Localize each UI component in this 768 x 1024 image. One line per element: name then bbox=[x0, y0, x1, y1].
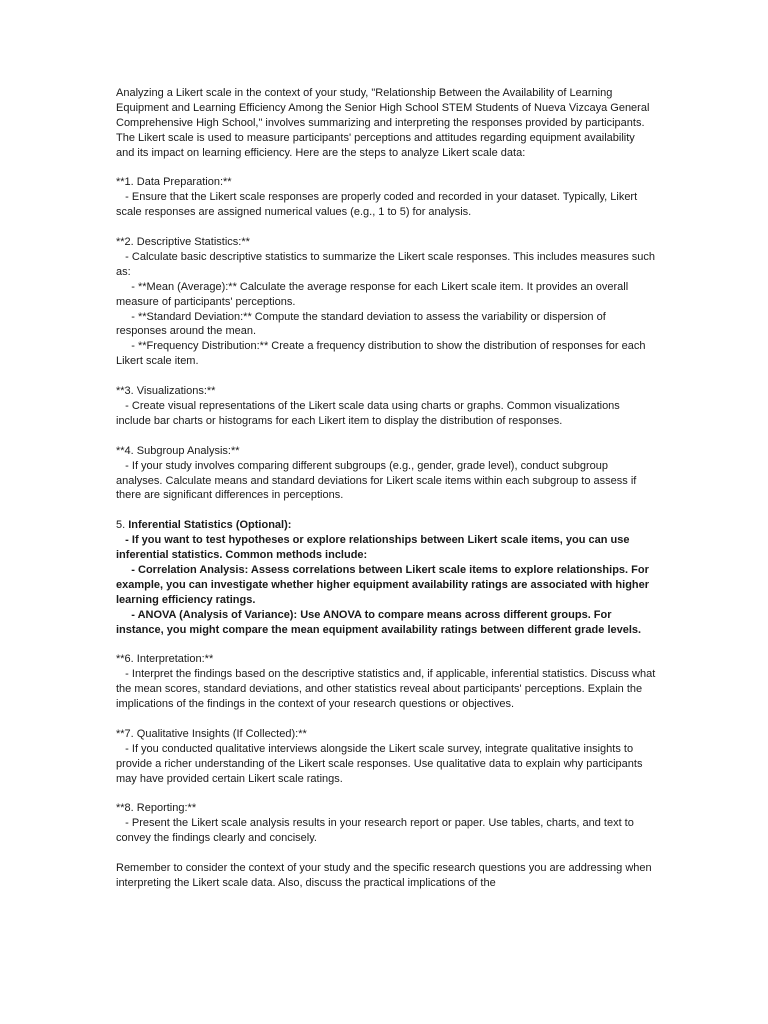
section-2-sd-item: - **Standard Deviation:** Compute the standard deviation to assess the variability or dispersion of responses around the mean. bbox=[116, 310, 609, 338]
section-4-body: - If your study involves comparing different subgroups (e.g., gender, grade level), conduct subgroup analyses. Calculate means and standard deviations for Likert scale items within each subgroup to assess if there are significant differences in perceptions. bbox=[116, 459, 640, 502]
section-4-heading: **4. Subgroup Analysis:** bbox=[116, 444, 240, 457]
spacer bbox=[116, 637, 656, 652]
spacer bbox=[116, 161, 656, 176]
section-5-heading bbox=[116, 518, 656, 533]
section-6-heading: **6. Interpretation:** bbox=[116, 653, 214, 666]
section-5-title: Inferential Statistics (Optional): bbox=[128, 519, 292, 532]
closing-paragraph: Remember to consider the context of your study and the specific research questions you are addressing when interpreting the Likert scale data. Also, discuss the practical implications of the bbox=[116, 861, 655, 889]
spacer bbox=[116, 712, 656, 727]
intro-paragraph: Analyzing a Likert scale in the context of your study, "Relationship Between the Availability of Learning Equipment and Learning Efficiency Among the Senior High School STEM Students of Nueva Vizcaya General Comprehensive High School," involves summarizing and interpreting the responses provided by participants. The Likert scale is used to measure participants' perceptions and attitudes regarding equipment availability and its impact on learning efficiency. Here are the steps to analyze Likert scale data: bbox=[116, 87, 653, 159]
spacer bbox=[116, 429, 656, 444]
section-3-heading: **3. Visualizations:** bbox=[116, 385, 216, 398]
section-2-mean-item: - **Mean (Average):** Calculate the average response for each Likert scale item. It provides an overall measure of participants' perceptions. bbox=[116, 280, 632, 308]
spacer bbox=[116, 846, 656, 861]
spacer bbox=[116, 786, 656, 801]
section-5-number: 5. bbox=[116, 519, 129, 532]
section-6-body: - Interpret the findings based on the descriptive statistics and, if applicable, inferential statistics. Discuss what the mean scores, standard deviations, and other statistics reveal about participants' perceptions. Explain the implications of the findings in the context of your research questions or objectives. bbox=[116, 668, 659, 711]
section-2-heading: **2. Descriptive Statistics:** bbox=[116, 236, 250, 249]
section-3-body: - Create visual representations of the Likert scale data using charts or graphs. Common visualizations include bar charts or histograms for each Likert item to display the distribution of responses. bbox=[116, 399, 623, 427]
section-2-body: - Calculate basic descriptive statistics to summarize the Likert scale responses. This includes measures such as: bbox=[116, 250, 659, 278]
section-2-frequency-item: - **Frequency Distribution:** Create a frequency distribution to show the distribution of responses for each Likert scale item. bbox=[116, 340, 649, 368]
spacer bbox=[116, 503, 656, 518]
section-7-body: - If you conducted qualitative interviews alongside the Likert scale survey, integrate qualitative insights to provide a richer understanding of the Likert scale responses. Use qualitative data to explain why participants may have provided certain Likert scale ratings. bbox=[116, 742, 646, 785]
section-1-heading: **1. Data Preparation:** bbox=[116, 176, 232, 189]
section-8-heading: **8. Reporting:** bbox=[116, 802, 197, 815]
spacer bbox=[116, 369, 656, 384]
section-1-body: - Ensure that the Likert scale responses are properly coded and recorded in your dataset. Typically, Likert scale responses are assigned numerical values (e.g., 1 to 5) for analysis. bbox=[116, 191, 641, 219]
section-5-body: - If you want to test hypotheses or explore relationships between Likert scale items, you can use inferential statistics. Common methods include: bbox=[116, 534, 633, 562]
section-5-anova-item: - ANOVA (Analysis of Variance): Use ANOVA to compare means across different groups. For instance, you might compare the mean equipment availability ratings between different grade levels. bbox=[116, 608, 642, 636]
section-7-heading: **7. Qualitative Insights (If Collected):** bbox=[116, 727, 307, 740]
document-body bbox=[116, 86, 659, 891]
spacer bbox=[116, 220, 656, 235]
section-8-body: - Present the Likert scale analysis results in your research report or paper. Use tables, charts, and text to convey the findings clearly and concisely. bbox=[116, 817, 637, 845]
section-5-correlation-item: - Correlation Analysis: Assess correlations between Likert scale items to explore relationships. For example, you can investigate whether higher equipment availability ratings are associated with higher learning efficiency ratings. bbox=[116, 563, 653, 606]
